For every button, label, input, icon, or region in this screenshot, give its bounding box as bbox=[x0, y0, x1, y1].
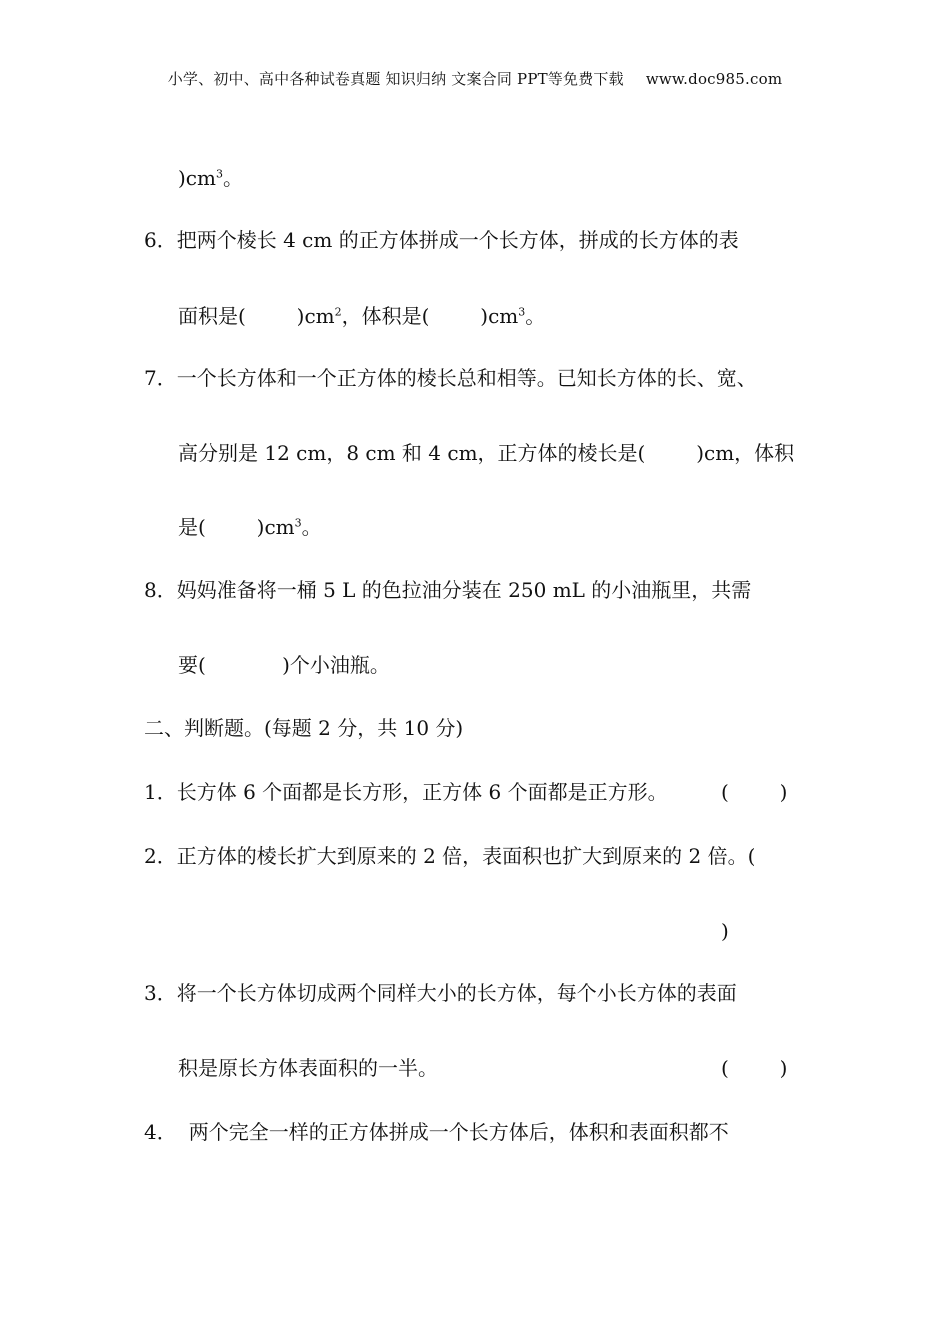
question-text: 长方体 6 个面都是长方形，正方体 6 个面都是正方形。 bbox=[176, 780, 668, 804]
header-site: www.doc985.com bbox=[645, 70, 783, 88]
question-8 bbox=[144, 580, 751, 600]
question-number: 1． bbox=[144, 780, 177, 804]
judge-4 bbox=[144, 1122, 729, 1142]
question-6-line2: 面积是( )$cm^2$，体积是( )$cm^3$。 bbox=[178, 304, 546, 328]
question-8-line2: 要( )个小油瓶。 bbox=[178, 653, 390, 677]
judge-3 bbox=[144, 983, 737, 1003]
section-title: 二、判断题。(每题 2 分，共 10 分) bbox=[144, 716, 464, 740]
question-text: 正方体的棱长扩大到原来的 2 倍，表面积也扩大到原来的 2 倍。( bbox=[176, 844, 756, 868]
judge-2 bbox=[144, 846, 755, 866]
answer-close-paren: ) bbox=[721, 919, 729, 943]
question-number: 7． bbox=[144, 366, 177, 390]
question-7 bbox=[144, 368, 757, 388]
question-6 bbox=[144, 230, 739, 250]
question-number: 2． bbox=[144, 844, 177, 868]
page-header bbox=[0, 68, 950, 89]
question-number: 3． bbox=[144, 981, 177, 1005]
question-number: 6． bbox=[144, 228, 177, 252]
judge-1 bbox=[144, 782, 668, 802]
question-number: 4． bbox=[144, 1120, 177, 1144]
judge-3-line2: 积是原长方体表面积的一半。 bbox=[178, 1056, 438, 1080]
q5-tail: )$cm^3$。 bbox=[178, 166, 243, 190]
answer-parens: ( ) bbox=[721, 1056, 788, 1080]
question-text: 两个完全一样的正方体拼成一个长方体后，体积和表面积都不 bbox=[188, 1120, 729, 1144]
question-text: 将一个长方体切成两个同样大小的长方体，每个小长方体的表面 bbox=[176, 981, 737, 1005]
question-number: 8． bbox=[144, 578, 177, 602]
question-text: 一个长方体和一个正方体的棱长总和相等。已知长方体的长、宽、 bbox=[176, 366, 757, 390]
question-7-line3: 是( )$cm^3$。 bbox=[178, 515, 322, 539]
question-7-line2: 高分别是 12 cm，8 cm 和 4 cm，正方体的棱长是( )cm，体积 bbox=[178, 441, 795, 465]
question-text: 妈妈准备将一桶 5 L 的色拉油分装在 250 mL 的小油瓶里，共需 bbox=[176, 578, 752, 602]
answer-parens: ( ) bbox=[721, 780, 788, 804]
question-text: 把两个棱长 4 cm 的正方体拼成一个长方体，拼成的长方体的表 bbox=[176, 228, 739, 252]
header-text: 小学、初中、高中各种试卷真题 知识归纳 文案合同 PPT等免费下载 bbox=[167, 70, 624, 88]
